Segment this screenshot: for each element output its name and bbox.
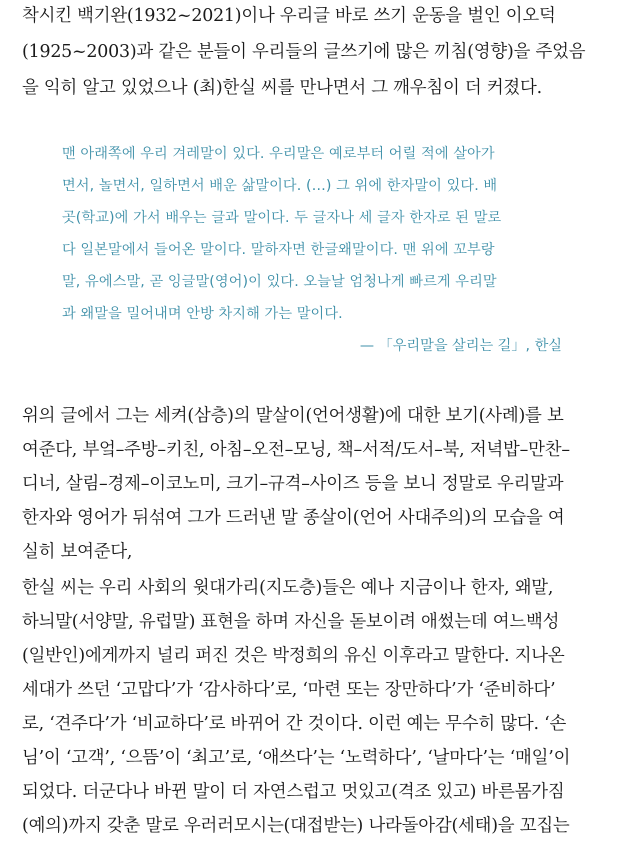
intro-line: (1925~2003)과 같은 분들이 우리들의 글쓰기에 많은 끼침(영향)을 주었음 — [22, 42, 586, 62]
body-line: 실히 보여준다, — [22, 542, 133, 562]
body-line: 여준다, 부엌–주방–키친, 아침–오전–모닝, 책–서적/도서–북, 저녁밥–만찬– — [22, 440, 570, 460]
body-line: (일반인)에게까지 널리 퍼진 것은 박정희의 유신 이후라고 말한다. 지나온 — [22, 646, 565, 666]
body-line: 님’이 ‘고객’, ‘으뜸’이 ‘최고’로, ‘애쓰다’는 ‘노력하다’, ‘날마다’는 ‘매일’이 — [22, 748, 571, 768]
intro-line: 착시킨 백기완(1932~2021)이나 우리글 바로 쓰기 운동을 벌인 이오덕 — [22, 6, 556, 26]
body-line: 하늬말(서양말, 유럽말) 표현을 하며 자신을 돋보이려 애썼는데 여느백성 — [22, 612, 560, 632]
quote-line: 면서, 놀면서, 일하면서 배운 삶말이다. (…) 그 위에 한자말이 있다. 배 — [62, 178, 498, 194]
body-line: 로, ‘견주다’가 ‘비교하다’로 바뀌어 간 것이다. 이런 예는 무수히 많다. ‘손 — [22, 714, 567, 734]
body-line: 디너, 살림–경제–이코노미, 크기–규격–사이즈 등을 보니 정말로 우리말과 — [22, 474, 564, 494]
quote-line: 말, 유에스말, 곧 잉글말(영어)이 있다. 오늘날 엄청나게 빠르게 우리말 — [62, 274, 497, 290]
body-line: 세대가 쓰던 ‘고맙다’가 ‘감사하다’로, ‘마련 또는 장만하다’가 ‘준비하다’ — [22, 680, 556, 700]
body-line: 되었다. 더군다나 바뀐 말이 더 자연스럽고 멋있고(격조 있고) 바른몸가짐 — [22, 782, 565, 802]
body-line: 한자와 영어가 뒤섞여 그가 드러낸 말 종살이(언어 사대주의)의 모습을 여 — [22, 508, 565, 528]
body-line: (예의)까지 갖춘 말로 우러러모시는(대접받는) 나라돌아감(세태)을 꼬집는 — [22, 816, 570, 836]
quote-line: 곳(학교)에 가서 배우는 글과 말이다. 두 글자나 세 글자 한자로 된 말로 — [62, 210, 502, 226]
body-line: 한실 씨는 우리 사회의 윗대가리(지도층)들은 예나 지금이나 한자, 왜말, — [22, 578, 554, 598]
quote-source: — 「우리말을 살리는 길」, 한실 — [359, 338, 562, 354]
body-line: 위의 글에서 그는 세켜(삼층)의 말살이(언어생활)에 대한 보기(사례)를 보 — [22, 406, 564, 426]
intro-line: 을 익히 알고 있었으나 (최)한실 씨를 만나면서 그 깨우침이 더 커졌다. — [22, 78, 542, 98]
quote-line: 맨 아래쪽에 우리 겨레말이 있다. 우리말은 예로부터 어릴 적에 살아가 — [62, 146, 495, 162]
quote-line: 다 일본말에서 들어온 말이다. 말하자면 한글왜말이다. 맨 위에 꼬부랑 — [62, 242, 495, 258]
quote-line: 과 왜말을 밀어내며 안방 차지해 가는 말이다. — [62, 306, 343, 322]
